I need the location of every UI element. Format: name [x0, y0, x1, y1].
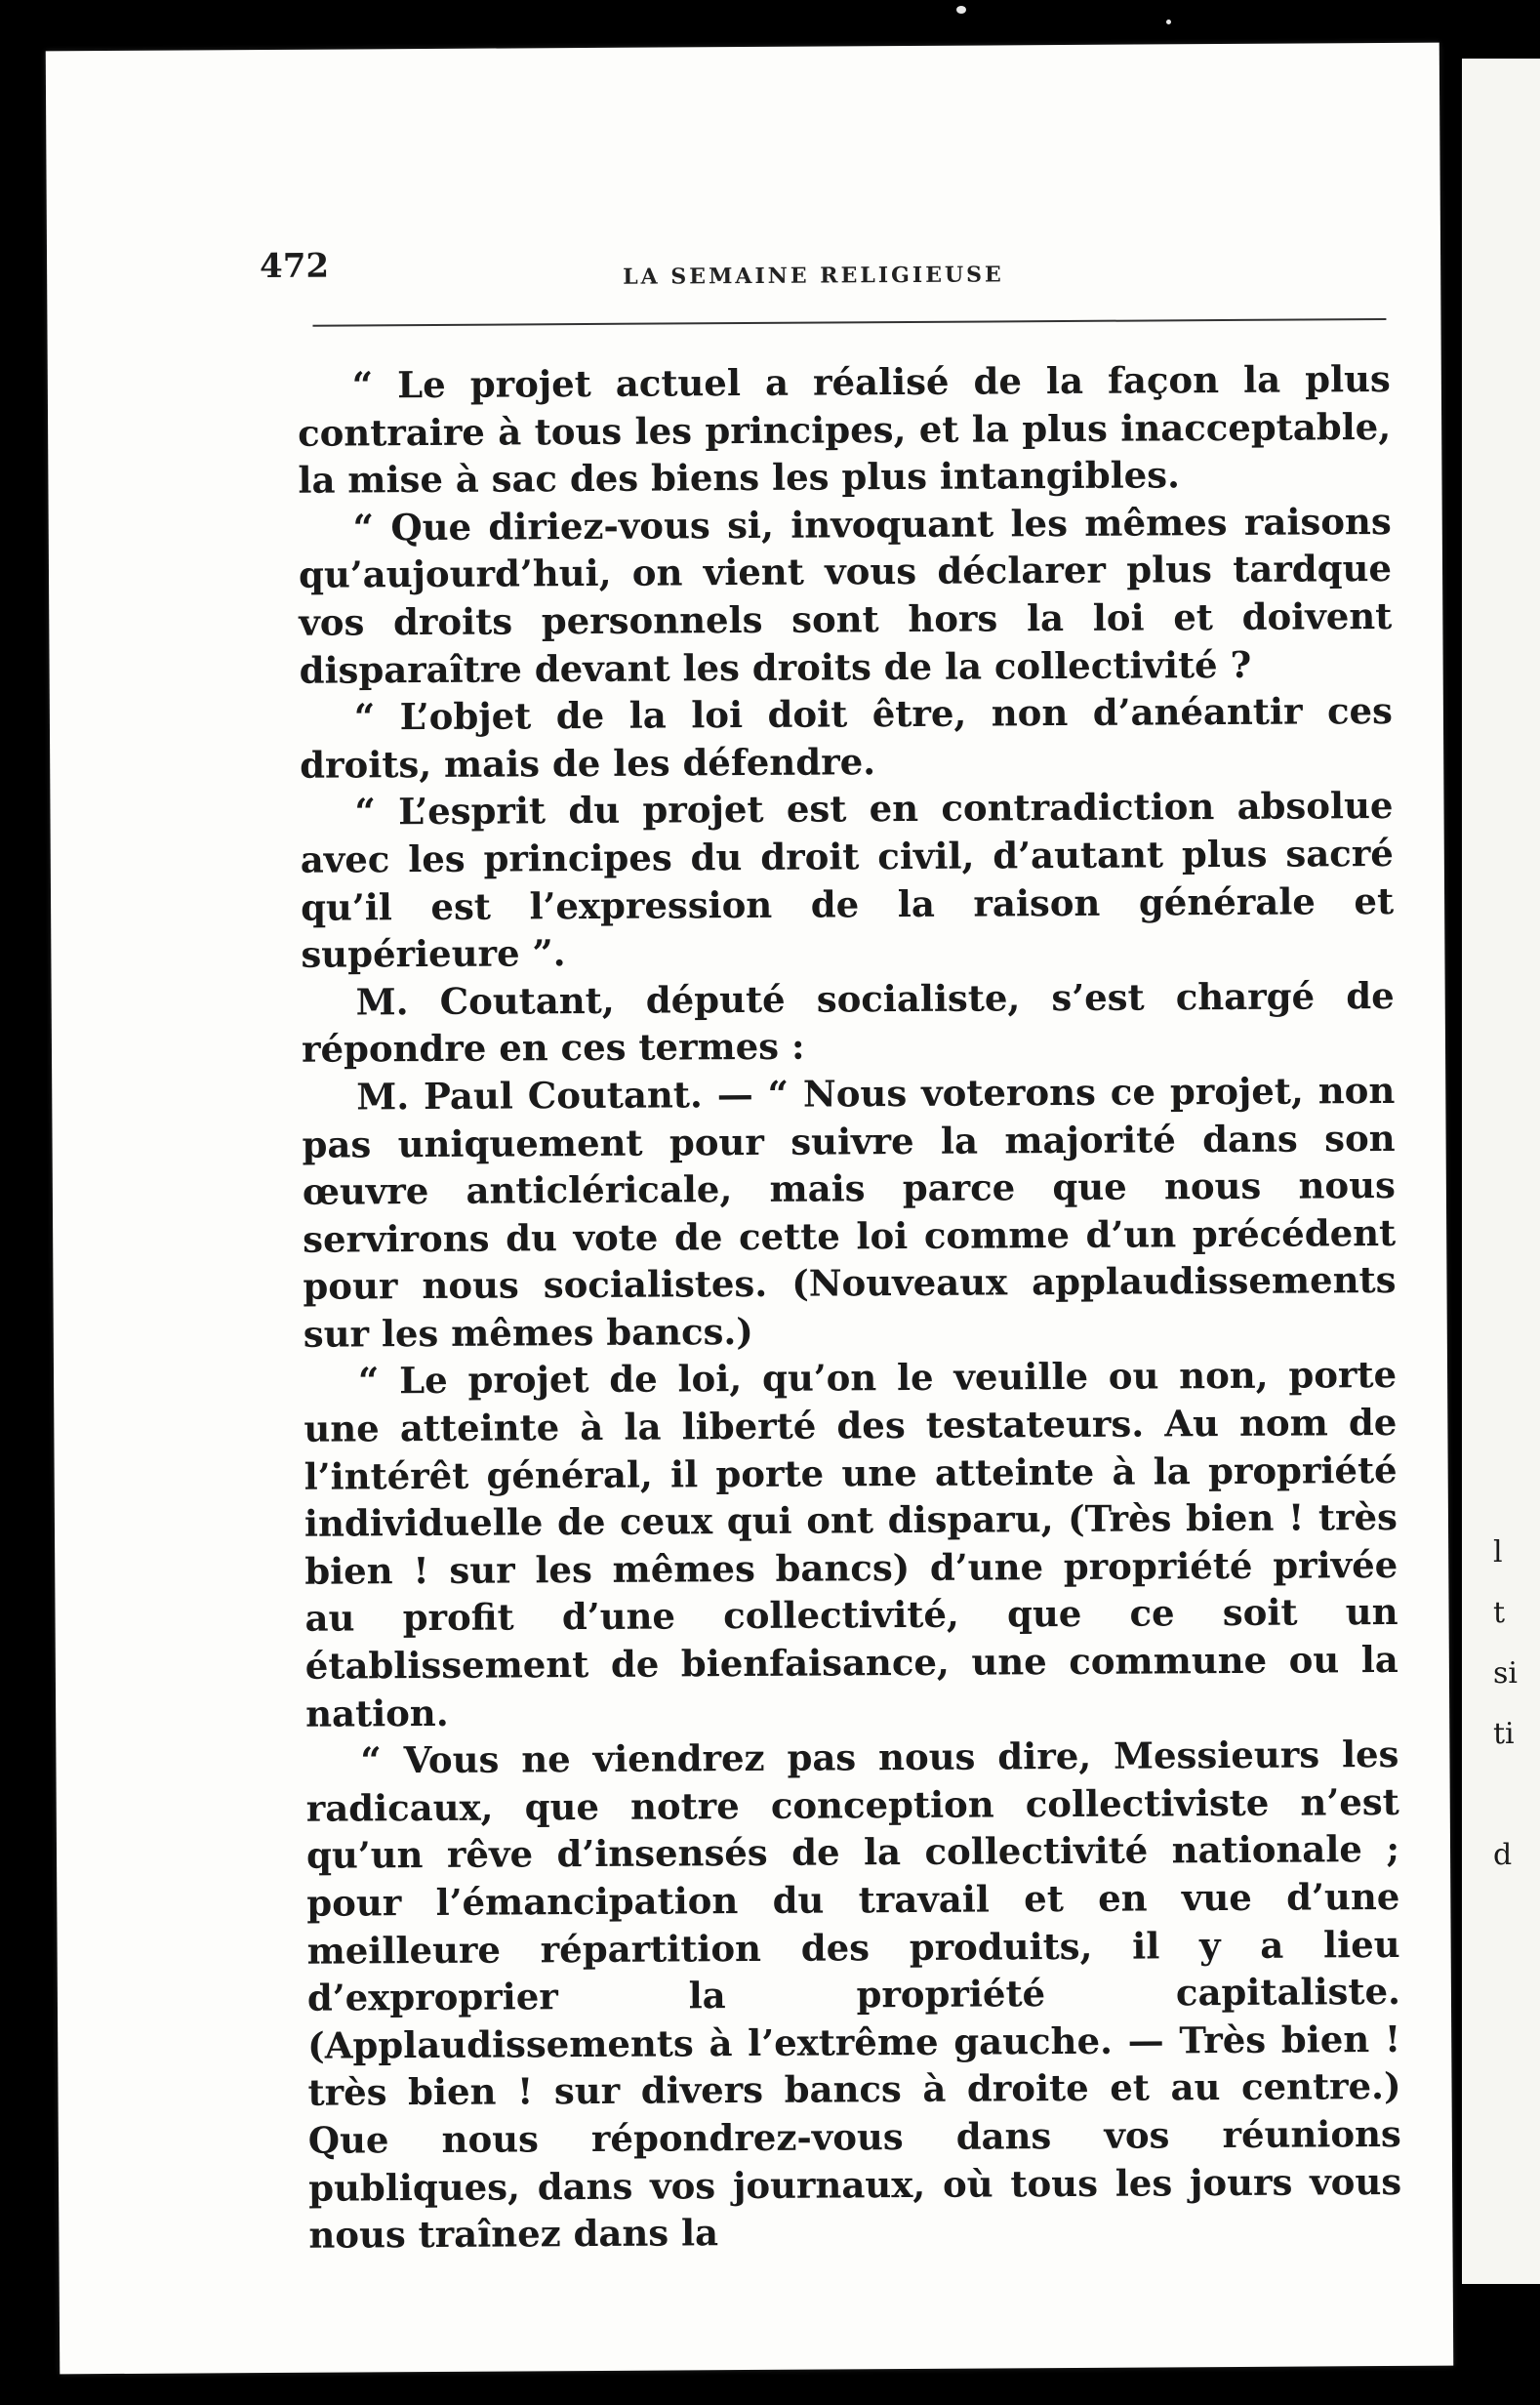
adjacent-letter: si — [1493, 1656, 1518, 1691]
film-speck — [956, 6, 966, 14]
adjacent-page-edge — [1462, 59, 1540, 2284]
film-speck — [1166, 20, 1171, 24]
adjacent-letter — [1493, 1765, 1515, 1825]
adjacent-page-letters — [1493, 1523, 1518, 1886]
paragraph: “ Le projet actuel a réalisé de la façon la plus contraire à tous les principes, et la plus inacceptable, la mise à sac des biens les plus intangibles. — [298, 356, 1392, 502]
adjacent-letter: ti — [1493, 1717, 1515, 1751]
page-body — [298, 355, 1402, 2260]
page-number: 472 — [259, 246, 330, 287]
paragraph: “ Le projet de loi, qu’on le veuille ou non, porte une atteinte à la liberté des testateurs. Au nom de l’intérêt général, il porte une atteinte à la propriété individuelle de ceux qui ont disparu, (Très bien ! très bien ! sur les mêmes bancs) d’une propriété privée au profit d’une collectivité, que ce soit un établissement de bienfaisance, une commune ou la nation. — [304, 1353, 1398, 1735]
page-header — [259, 189, 1382, 290]
adjacent-letter: d — [1493, 1838, 1513, 1872]
header-rule — [312, 318, 1386, 327]
paragraph: M. Coutant, député socialiste, s’est chargé de répondre en ces termes : — [301, 973, 1395, 1072]
running-title: LA SEMAINE RELIGIEUSE — [623, 262, 1004, 290]
adjacent-letter: t — [1493, 1596, 1506, 1630]
paragraph: “ L’esprit du projet est en contradiction absolue avec les principes du droit civil, d’autant plus sacré qu’il est l’expression de la raison générale et supérieure ”. — [300, 784, 1395, 976]
paragraph: “ Vous ne viendrez pas nous dire, Messieurs les radicaux, que notre conception collectiviste n’est qu’un rêve d’insensés de la collectivité nationale ; pour l’émancipation du travail et en vue d’une meilleure répartition des produits, il y a lieu d’exproprier la propriété capitaliste. (Applaudissements à l’extrême gauche. — Très bien ! très bien ! sur divers bancs à droite et au centre.) Que nous répondrez-vous dans vos réunions publiques, dans vos journaux, où tous les jours vous nous traînez dans la — [305, 1732, 1402, 2257]
book-page — [46, 43, 1454, 2375]
paragraph: M. Paul Coutant. — “ Nous voterons ce projet, non pas uniquement pour suivre la majorité dans son œuvre anticléricale, mais parce que nous nous servirons du vote de cette loi comme d’un précédent pour nous socialistes. (Nouveaux applaudissements sur les mêmes bancs.) — [302, 1068, 1397, 1356]
paragraph: “ Que diriez-vous si, invoquant les mêmes raisons qu’aujourd’hui, on vient vous déclarer plus tardque vos droits personnels sont hors la loi et doivent disparaître devant les droits de la collectivité ? — [298, 499, 1393, 692]
paragraph: “ L’objet de la loi doit être, non d’anéantir ces droits, mais de les défendre. — [300, 689, 1394, 787]
adjacent-letter: l — [1493, 1535, 1503, 1569]
